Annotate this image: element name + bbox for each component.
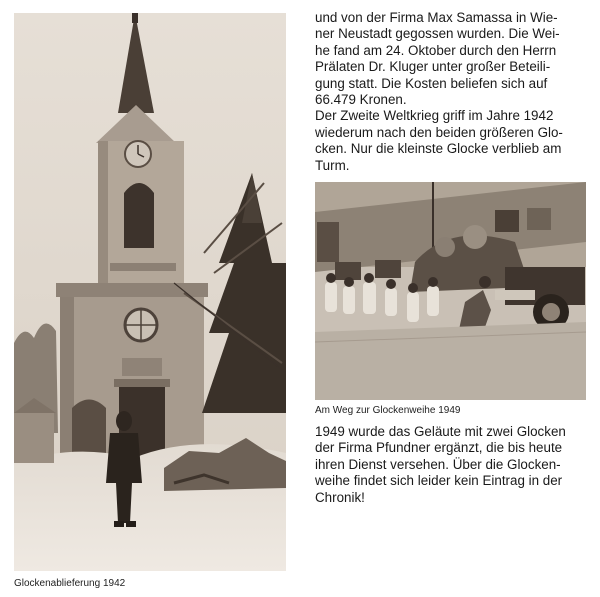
text-line: Turm. (315, 157, 350, 173)
text-line: und von der Firma Max Samassa in Wie- (315, 10, 558, 25)
photo-caption-left: Glockenablieferung 1942 (14, 578, 126, 589)
paragraph-top (315, 10, 591, 174)
text-line: Chronik! (315, 489, 365, 505)
paragraph-bottom (315, 424, 591, 506)
text-line: ihren Dienst versehen. Über die Glocken- (315, 456, 561, 472)
photo-caption-right: Am Weg zur Glockenweihe 1949 (315, 405, 461, 416)
text-line: 66.479 Kronen. (315, 92, 407, 108)
text-line: 1949 wurde das Geläute mit zwei Glocken (315, 424, 566, 439)
text-line: Prälaten Dr. Kluger unter großer Beteili- (315, 59, 551, 75)
text-line: ner Neustadt gegossen wurden. Die Wei- (315, 26, 560, 42)
text-line: der Firma Pfundner ergänzt, die bis heute (315, 440, 563, 456)
text-line: cken. Nur die kleinste Glocke verblieb am (315, 141, 562, 157)
text-line: weihe findet sich leider kein Eintrag in der (315, 473, 563, 489)
text-line: Der Zweite Weltkrieg griff im Jahre 1942 (315, 108, 554, 124)
church-tower-photo (14, 13, 286, 571)
text-line: he fand am 24. Oktober durch den Herrn (315, 42, 557, 58)
text-line: gung statt. Die Kosten beliefen sich auf (315, 75, 548, 91)
procession-photo (315, 182, 586, 400)
text-line: wiederum nach den beiden größeren Glo- (315, 124, 563, 140)
